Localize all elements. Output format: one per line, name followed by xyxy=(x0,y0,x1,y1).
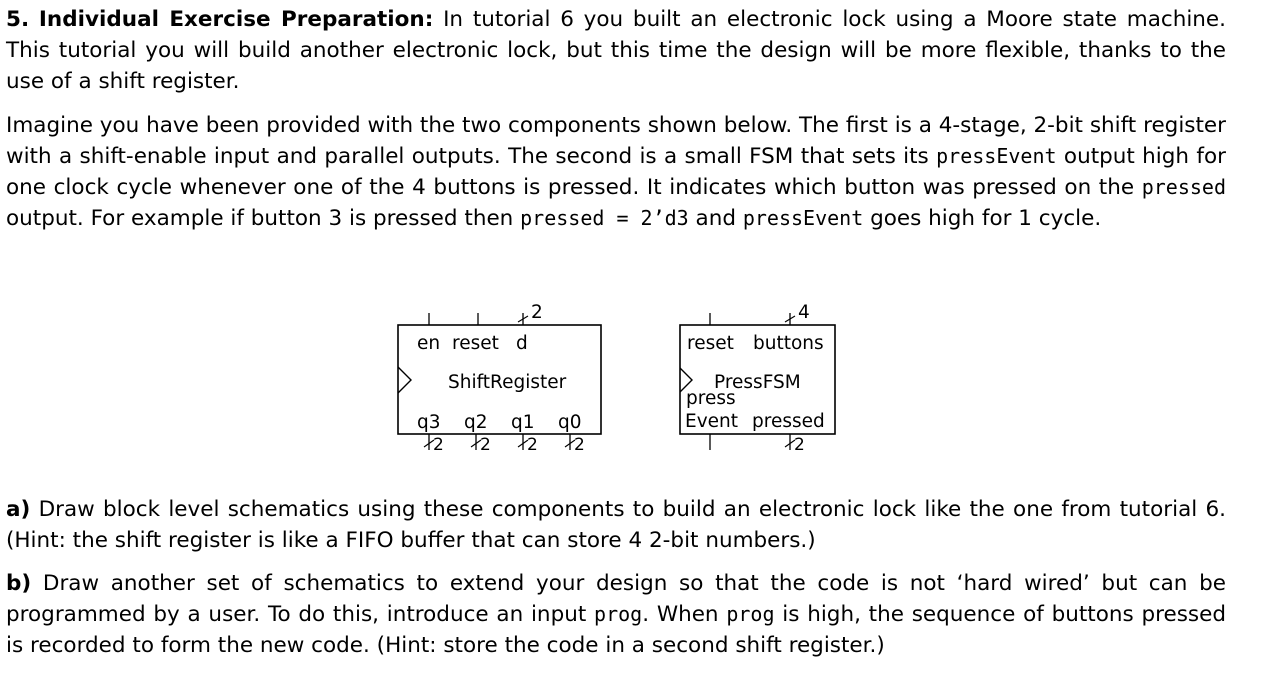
sr-input-en: en xyxy=(417,333,441,354)
sr-input-d: d xyxy=(516,333,528,354)
code-pressed-value: pressed = 2’d3 xyxy=(520,206,689,230)
sr-input-reset: reset xyxy=(452,333,499,354)
exercise-title: Individual Exercise Preparation: xyxy=(38,7,434,32)
q0-width-label: 2 xyxy=(574,435,585,455)
question-b-text: is high, the sequence of buttons pressed is recorded to form the new code. (Hint: store the code in a second shift register.) xyxy=(6,602,1226,658)
fsm-input-reset: reset xyxy=(687,333,734,354)
desc-text: and xyxy=(688,206,743,231)
sr-output-q3: q3 xyxy=(417,412,441,433)
buttons-width-label: 4 xyxy=(798,302,810,323)
fsm-output-pressed: pressed xyxy=(752,411,825,432)
sr-output-q1: q1 xyxy=(511,412,535,433)
q1-width-label: 2 xyxy=(527,435,538,455)
code-pressed: pressed xyxy=(1141,175,1226,199)
fsm-output-event: Event xyxy=(685,411,738,432)
pressed-width-label: 2 xyxy=(794,435,805,455)
desc-text: output. For example if button 3 is pressed then xyxy=(6,206,521,231)
d-width-label: 2 xyxy=(531,302,543,323)
q2-width-label: 2 xyxy=(480,435,491,455)
fsm-input-buttons: buttons xyxy=(753,333,824,354)
code-prog: prog xyxy=(726,602,775,626)
clock-triangle-icon xyxy=(398,367,411,393)
exercise-intro-text: In tutorial 6 you built an electronic lock using a Moore state machine. This tutorial you will build another electronic lock, but this time the design will be more flexible, thanks to the use of a shift register. xyxy=(6,7,1226,94)
question-a-label: a) xyxy=(6,497,31,522)
press-fsm-name: PressFSM xyxy=(714,372,801,393)
desc-text: output high for one clock cycle whenever one of the 4 buttons is pressed. It indicates which button was pressed on the xyxy=(6,144,1226,200)
shift-register-block xyxy=(398,302,601,455)
exercise-number: 5. xyxy=(6,7,30,32)
press-fsm-block xyxy=(680,302,835,455)
code-prog: prog xyxy=(594,602,643,626)
sr-output-q2: q2 xyxy=(464,412,488,433)
code-pressevent: pressEvent xyxy=(936,144,1057,168)
question-b-text: Draw another set of schematics to extend your design so that the code is not ‘hard wired’ but can be programmed by a user. To do this, introduce an input xyxy=(6,571,1226,627)
question-a-text: Draw block level schematics using these components to build an electronic lock like the one from tutorial 6. (Hint: the shift register is like a FIFO buffer that can store 4 2-bit numbers.) xyxy=(6,497,1226,553)
q3-width-label: 2 xyxy=(433,435,444,455)
desc-text: goes high for 1 cycle. xyxy=(863,206,1102,231)
fsm-output-press: press xyxy=(686,388,736,409)
desc-text: Imagine you have been provided with the two components shown below. The first is a 4-stage, 2-bit shift register with a shift-enable input and parallel outputs. The second is a small FSM that sets its xyxy=(6,113,1226,169)
code-pressevent: pressEvent xyxy=(742,206,864,230)
shift-register-name: ShiftRegister xyxy=(448,372,567,393)
question-b-label: b) xyxy=(6,571,32,596)
sr-output-q0: q0 xyxy=(558,412,582,433)
question-b-text: . When xyxy=(642,602,727,627)
